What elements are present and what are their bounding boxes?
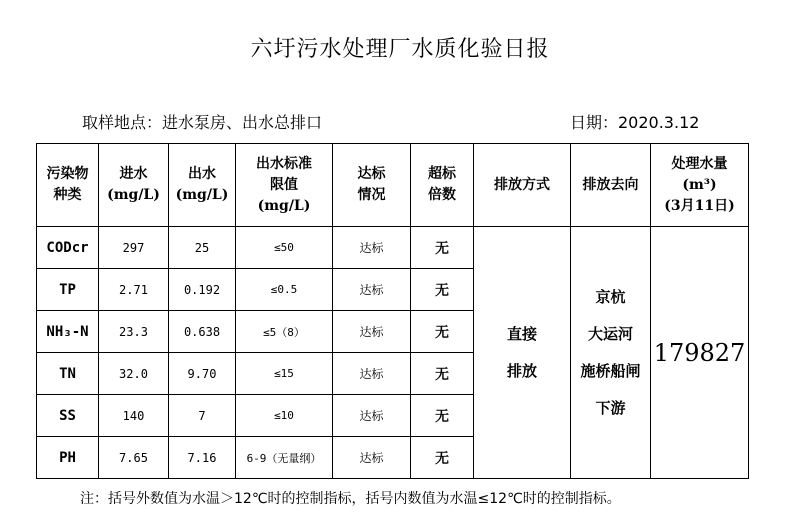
limit-value: ≤50 — [236, 227, 333, 269]
compliance-status: 达标 — [333, 227, 411, 269]
header-exceed: 超标 倍数 — [411, 144, 474, 227]
discharge-method: 直接 排放 — [474, 227, 571, 479]
outflow-value: 7.16 — [169, 437, 236, 479]
header-limit: 出水标准 限值 (mg/L) — [236, 144, 333, 227]
header-pollutant: 污染物 种类 — [37, 144, 99, 227]
compliance-status: 达标 — [333, 437, 411, 479]
header-row — [37, 144, 749, 227]
exceed-multiple: 无 — [411, 437, 474, 479]
limit-value: ≤5（8） — [236, 311, 333, 353]
exceed-multiple: 无 — [411, 311, 474, 353]
inflow-value: 140 — [99, 395, 169, 437]
exceed-multiple: 无 — [411, 395, 474, 437]
pollutant-name: TP — [37, 269, 99, 311]
limit-value: ≤10 — [236, 395, 333, 437]
compliance-status: 达标 — [333, 395, 411, 437]
inflow-value: 23.3 — [99, 311, 169, 353]
pollutant-name: TN — [37, 353, 99, 395]
compliance-status: 达标 — [333, 269, 411, 311]
outflow-value: 0.638 — [169, 311, 236, 353]
compliance-status: 达标 — [333, 311, 411, 353]
inflow-value: 297 — [99, 227, 169, 269]
pollutant-name: NH₃-N — [37, 311, 99, 353]
outflow-value: 9.70 — [169, 353, 236, 395]
outflow-value: 25 — [169, 227, 236, 269]
pollutant-name: PH — [37, 437, 99, 479]
outflow-value: 0.192 — [169, 269, 236, 311]
inflow-value: 2.71 — [99, 269, 169, 311]
inflow-value: 7.65 — [99, 437, 169, 479]
water-quality-table — [36, 143, 749, 479]
treated-volume: 179827 — [651, 227, 749, 479]
outflow-value: 7 — [169, 395, 236, 437]
header-volume: 处理水量 (m³) (3月11日) — [651, 144, 749, 227]
compliance-status: 达标 — [333, 353, 411, 395]
header-outflow: 出水 (mg/L) — [169, 144, 236, 227]
inflow-value: 32.0 — [99, 353, 169, 395]
exceed-multiple: 无 — [411, 227, 474, 269]
table-row — [37, 227, 749, 269]
header-inflow: 进水 (mg/L) — [99, 144, 169, 227]
limit-value: 6-9（无量纲） — [236, 437, 333, 479]
pollutant-name: CODcr — [37, 227, 99, 269]
pollutant-name: SS — [37, 395, 99, 437]
limit-value: ≤0.5 — [236, 269, 333, 311]
report-title: 六圩污水处理厂水质化验日报 — [250, 37, 550, 62]
header-compliance: 达标 情况 — [333, 144, 411, 227]
footnote: 注：括号外数值为水温＞12℃时的控制指标，括号内数值为水温≤12℃时的控制指标。 — [80, 491, 621, 507]
header-discharge-dest: 排放去向 — [571, 144, 651, 227]
header-discharge-method: 排放方式 — [474, 144, 571, 227]
discharge-destination: 京杭 大运河 施桥船闸 下游 — [571, 227, 651, 479]
exceed-multiple: 无 — [411, 269, 474, 311]
report-date: 日期：2020.3.12 — [570, 113, 700, 132]
sampling-location: 取样地点：进水泵房、出水总排口 — [82, 113, 323, 132]
exceed-multiple: 无 — [411, 353, 474, 395]
limit-value: ≤15 — [236, 353, 333, 395]
